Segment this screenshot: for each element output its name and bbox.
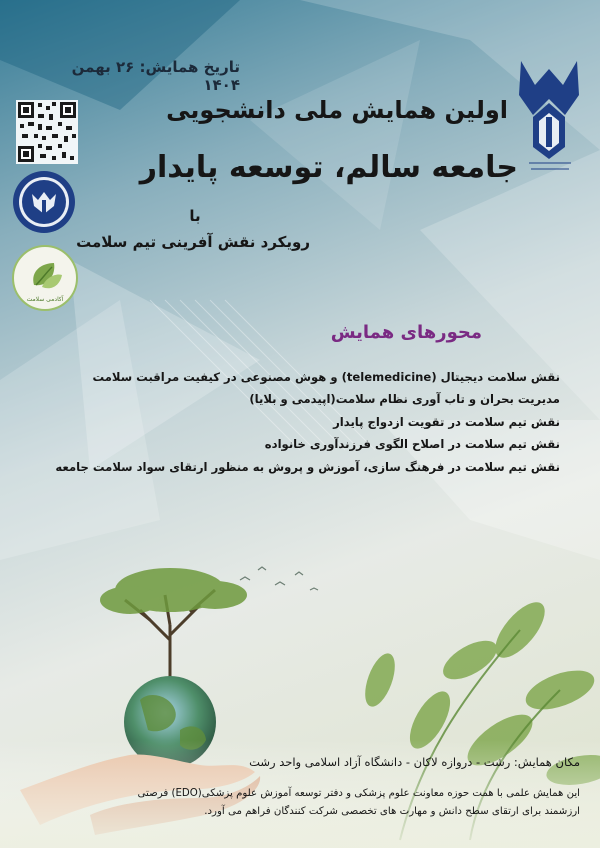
sponsor-note-line-1: این همایش علمی با همت حوزه معاونت علوم پزشکی و دفتر توسعه آموزش علوم پزشکی(EDO) فرصتی	[137, 788, 580, 799]
subtitle: رویکرد نقش آفرینی تیم سلامت	[76, 233, 310, 251]
title-line-1: اولین همایش ملی دانشجویی	[166, 96, 508, 124]
axis-item: نقش تیم سلامت در اصلاح الگوی فرزندآوری خانواده	[264, 437, 560, 452]
venue-line: مکان همایش: رشت - دروازه لاکان - دانشگاه آزاد اسلامی واحد رشت	[249, 755, 580, 769]
axes-heading: محورهای همایش	[330, 322, 482, 343]
sponsor-note-line-2: ارزشمند برای ارتقای سطح دانش و مهارت های تخصصی شرکت کنندگان فراهم می آورد.	[204, 806, 580, 817]
connector-word: با	[189, 207, 201, 225]
conference-date: تاریخ همایش: ۲۶ بهمن ۱۴۰۴	[71, 58, 240, 94]
axes-list	[0, 366, 560, 478]
sponsor-note	[20, 785, 580, 821]
health-logo-text: آکادمی سلامت	[26, 296, 64, 303]
azad-university-logo-icon	[515, 55, 585, 183]
health-academy-leaf-icon	[12, 245, 78, 311]
axis-item: نقش سلامت دیجیتال (telemedicine) و هوش مصنوعی در کیفیت مراقبت سلامت	[92, 370, 560, 384]
title-line-2: جامعه سالم، توسعه پایدار	[139, 150, 518, 185]
axis-item: نقش تیم سلامت در تقویت ازدواج پایدار	[333, 414, 560, 429]
axis-item: مدیریت بحران و تاب آوری نظام سلامت(اپیدمی و بلایا)	[249, 392, 560, 407]
axis-item: نقش تیم سلامت در فرهنگ سازی، آموزش و پروش به منظور ارتقای سواد سلامت جامعه	[55, 459, 560, 474]
